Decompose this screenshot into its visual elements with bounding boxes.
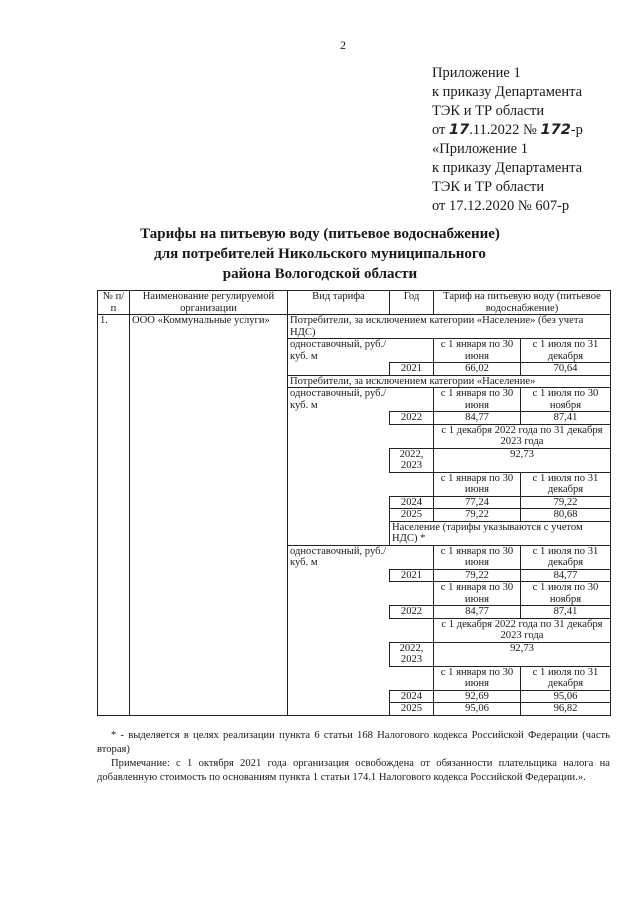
period-header: с 1 июля по 31 декабря [521, 339, 611, 363]
footnote-asterisk: * - выделяется в целях реализации пункта 6 статьи 168 Налогового кодекса Российской Федерации (часть вторая) [97, 730, 610, 755]
empty-cell [390, 545, 434, 569]
period-header: с 1 января по 30 июня [434, 388, 521, 412]
appendix-order-line [432, 121, 632, 140]
period-header: с 1 декабря 2022 года по 31 декабря 2023 года [434, 618, 611, 642]
empty-cell [390, 618, 434, 642]
value-cell: 96,82 [521, 703, 611, 716]
value-cell: 66,02 [434, 363, 521, 376]
value-cell: 84,77 [434, 606, 521, 619]
handwritten-day: 17 [449, 122, 470, 138]
year-cell: 2024 [390, 496, 434, 509]
period-header: с 1 декабря 2022 года по 31 декабря 2023 года [434, 424, 611, 448]
org-name: ООО «Коммунальные услуги» [130, 315, 288, 716]
value-cell: 84,77 [434, 412, 521, 425]
period-header: с 1 января по 30 июня [434, 545, 521, 569]
empty-cell [390, 424, 434, 448]
period-header: с 1 июля по 31 декабря [521, 545, 611, 569]
appendix-line-8: от 17.12.2020 № 607-р [432, 198, 570, 214]
value-cell: 70,64 [521, 363, 611, 376]
tariff-type: одноставочный, руб./куб. м [288, 339, 390, 376]
header-org: Наименование регулируемой организации [130, 291, 288, 315]
empty-cell [390, 388, 434, 412]
section-title: Потребители, за исключением категории «Население» [288, 375, 611, 388]
appendix-line-6: к приказу Департамента [432, 160, 583, 176]
empty-cell [390, 582, 434, 606]
year-cell: 2022 [390, 412, 434, 425]
period-header: с 1 июля по 31 декабря [521, 666, 611, 690]
header-num: № п/п [98, 291, 130, 315]
period-header: с 1 июля по 30 ноября [521, 582, 611, 606]
period-header: с 1 января по 30 июня [434, 339, 521, 363]
appendix-header [432, 64, 632, 216]
value-cell: 92,73 [434, 642, 611, 666]
table-header-row [98, 291, 611, 315]
handwritten-number: 172 [540, 122, 571, 138]
period-header: с 1 июля по 30 ноября [521, 388, 611, 412]
row-number: 1. [98, 315, 130, 716]
document-title [90, 224, 550, 284]
section-title: Население (тарифы указываются с учетом НДС) * [390, 521, 611, 545]
order-prefix: от [432, 122, 450, 138]
period-header: с 1 января по 30 июня [434, 582, 521, 606]
year-cell: 2025 [390, 703, 434, 716]
page-number: 2 [340, 38, 346, 52]
value-cell: 84,77 [521, 569, 611, 582]
note-text: Примечание: с 1 октября 2021 года организация освобождена от обязанности плательщика налога на добавленную стоимость по основаниям пункта 1 статьи 174.1 Налогового кодекса Российской Федерации.». [97, 758, 610, 783]
year-cell: 2022 [390, 606, 434, 619]
tariff-type: одноставочный, руб./куб. м [288, 388, 390, 546]
section-title: Потребители, за исключением категории «Население» (без учета НДС) [288, 315, 611, 339]
value-cell: 95,06 [521, 690, 611, 703]
period-header: с 1 января по 30 июня [434, 666, 521, 690]
title-line-3: района Вологодской области [222, 266, 418, 282]
value-cell: 79,22 [434, 569, 521, 582]
year-cell: 2021 [390, 569, 434, 582]
year-cell: 2025 [390, 509, 434, 522]
period-header: с 1 января по 30 июня [434, 472, 521, 496]
year-cell: 2021 [390, 363, 434, 376]
appendix-line-5: «Приложение 1 [432, 141, 528, 157]
year-cell: 2022, 2023 [390, 642, 434, 666]
value-cell: 77,24 [434, 496, 521, 509]
value-cell: 92,69 [434, 690, 521, 703]
value-cell: 79,22 [521, 496, 611, 509]
period-header: с 1 июля по 31 декабря [521, 472, 611, 496]
empty-cell [390, 339, 434, 363]
table-row [98, 315, 611, 339]
year-cell: 2022, 2023 [390, 448, 434, 472]
tariff-type: одноставочный, руб./куб. м [288, 545, 390, 715]
order-suffix: -р [570, 122, 583, 138]
empty-cell [390, 472, 434, 496]
appendix-line-2: к приказу Департамента [432, 84, 583, 100]
value-cell: 87,41 [521, 412, 611, 425]
title-line-1: Тарифы на питьевую воду (питьевое водоснабжение) [140, 226, 500, 242]
tariff-table [97, 290, 611, 716]
header-year: Год [390, 291, 434, 315]
value-cell: 95,06 [434, 703, 521, 716]
appendix-line-1: Приложение 1 [432, 65, 521, 81]
order-date: .11.2022 № [469, 122, 541, 138]
year-cell: 2024 [390, 690, 434, 703]
value-cell: 92,73 [434, 448, 611, 472]
value-cell: 80,68 [521, 509, 611, 522]
header-tariff: Тариф на питьевую воду (питьевое водоснабжение) [434, 291, 611, 315]
value-cell: 87,41 [521, 606, 611, 619]
value-cell: 79,22 [434, 509, 521, 522]
appendix-line-7: ТЭК и ТР области [432, 179, 545, 195]
title-line-2: для потребителей Никольского муниципального [154, 246, 486, 262]
appendix-line-3: ТЭК и ТР области [432, 103, 545, 119]
empty-cell [390, 666, 434, 690]
header-type: Вид тарифа [288, 291, 390, 315]
footnotes [97, 729, 610, 785]
